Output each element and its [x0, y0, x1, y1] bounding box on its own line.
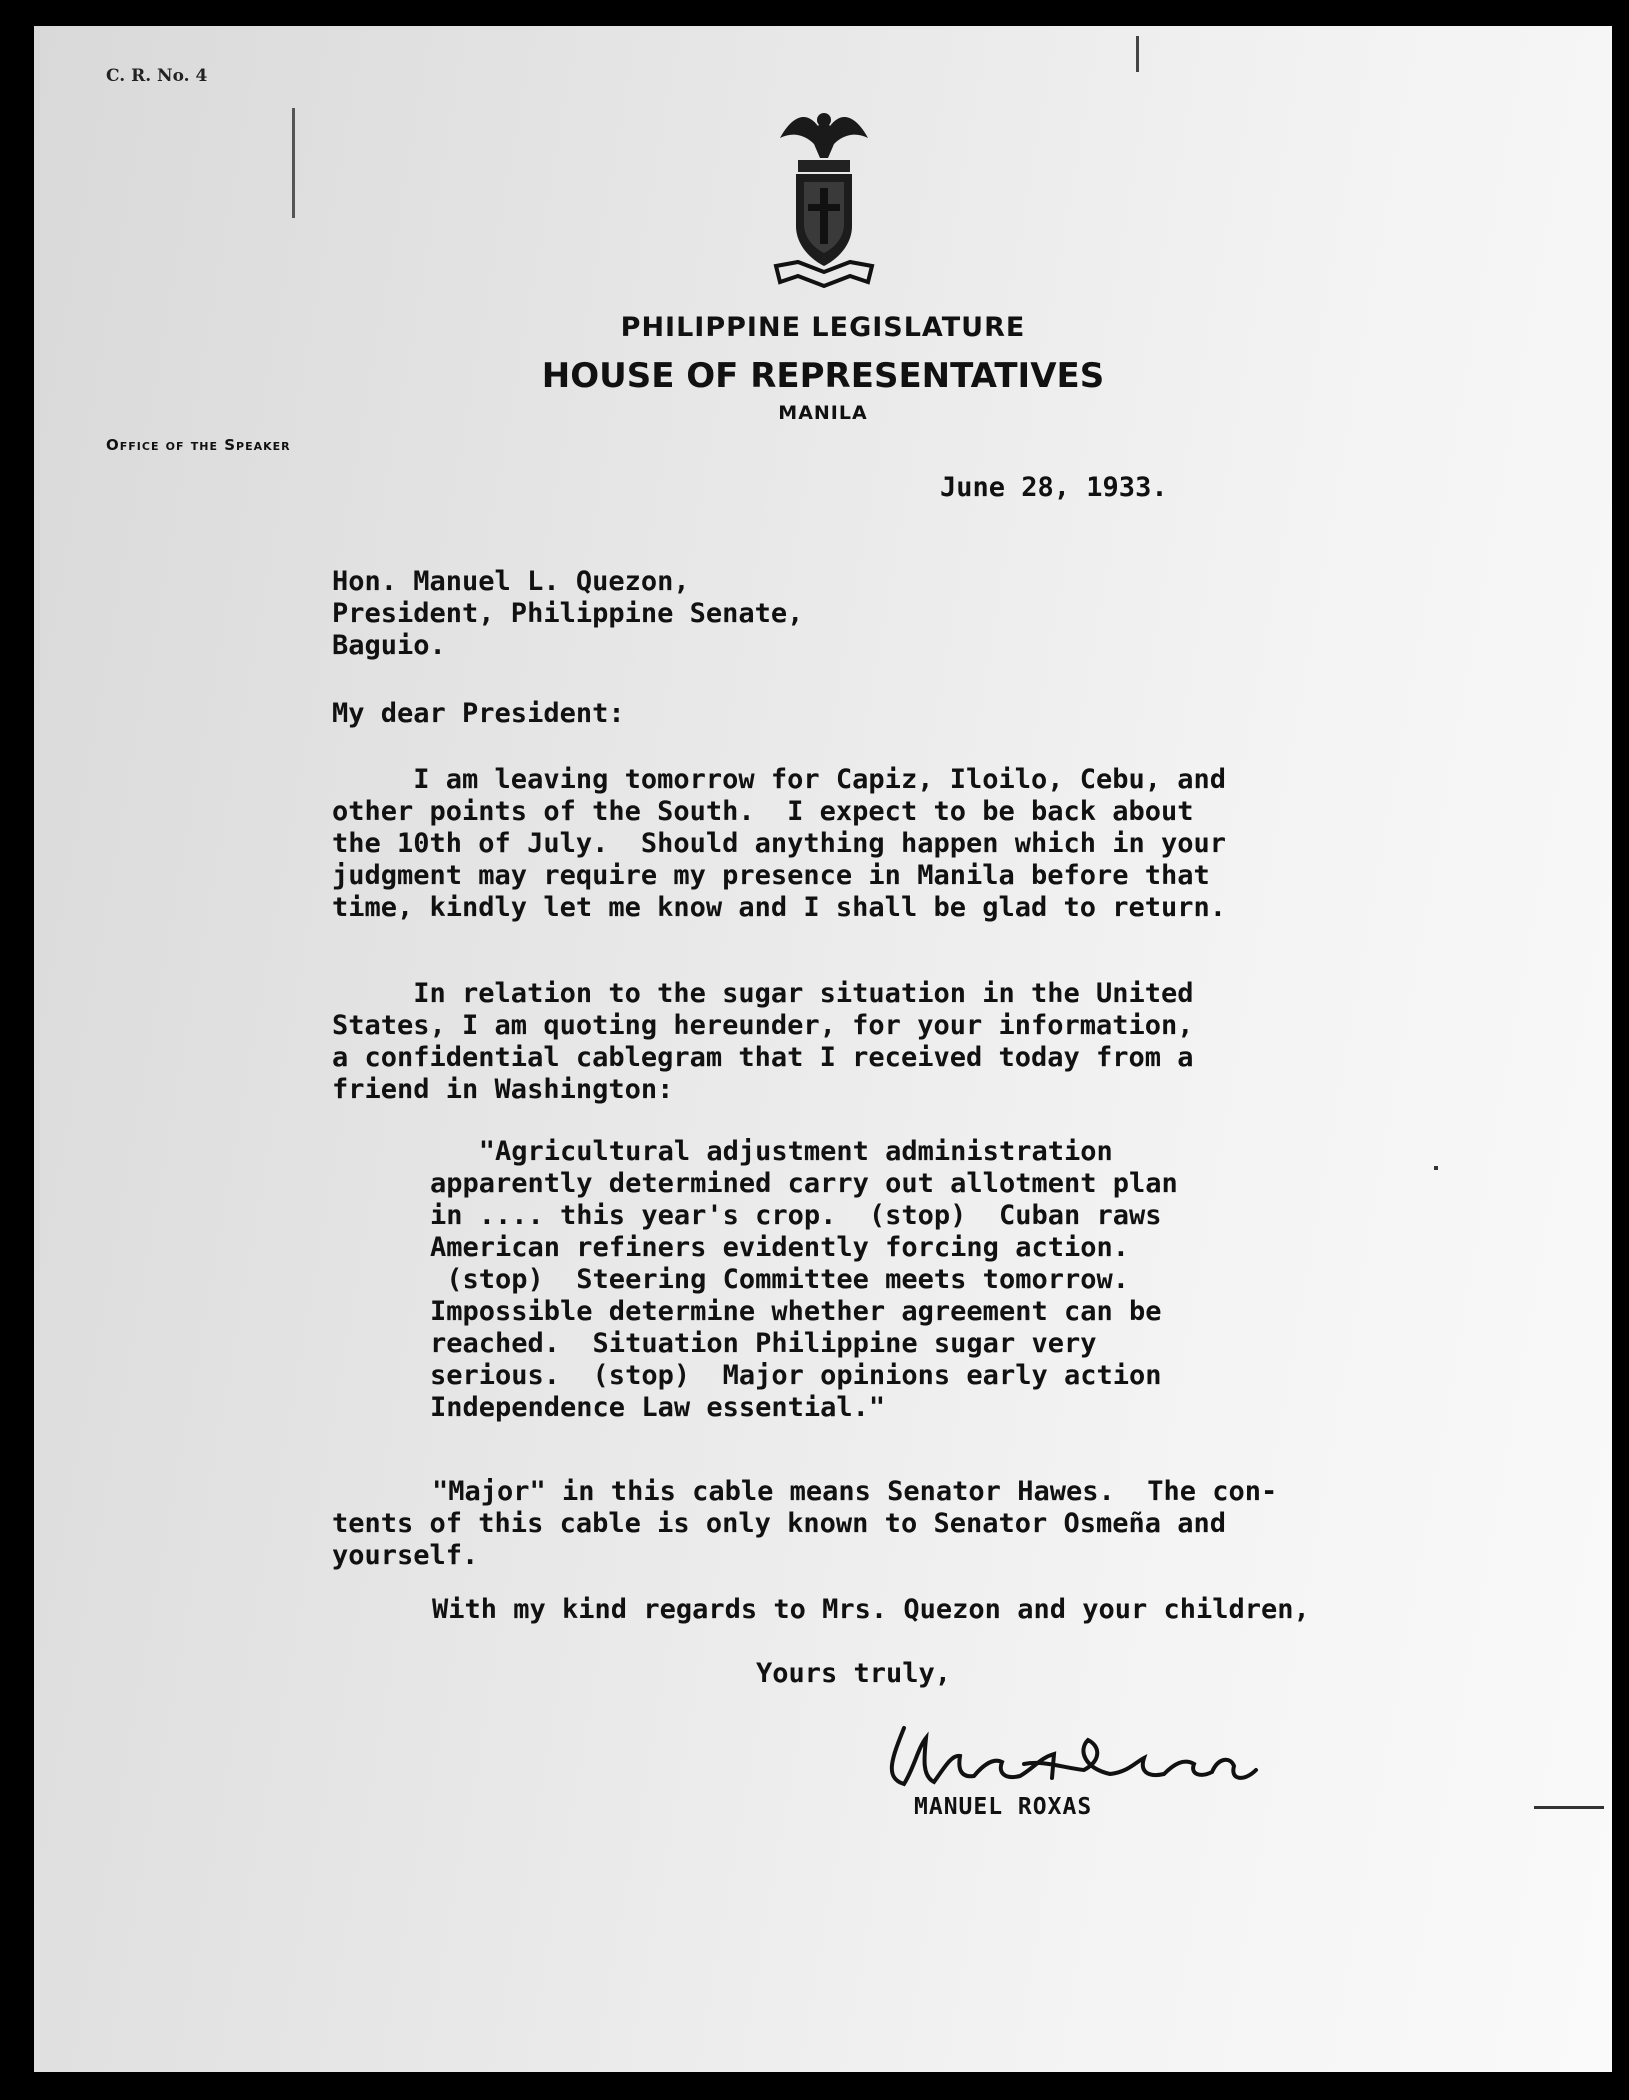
text-line: In relation to the sugar situation in the United — [332, 978, 1194, 1009]
letter-page — [34, 26, 1612, 2072]
text-line: I am leaving tomorrow for Capiz, Iloilo, Cebu, and — [332, 764, 1227, 795]
quote-line: serious. (stop) Major opinions early action — [430, 1360, 1162, 1391]
paragraph-regards — [432, 1594, 1310, 1626]
cablegram-quote — [430, 1136, 1178, 1424]
seal-emblem-icon — [772, 96, 876, 296]
letter-date: June 28, 1933. — [940, 472, 1168, 503]
scan-speck — [1434, 1166, 1438, 1170]
form-number: C. R. No. 4 — [106, 66, 208, 86]
text-line: yourself. — [332, 1540, 479, 1571]
letterhead-house: HOUSE OF REPRESENTATIVES — [541, 356, 1105, 396]
quote-line: (stop) Steering Committee meets tomorrow. — [430, 1264, 1129, 1295]
text-line: tents of this cable is only known to Senator Osmeña and — [332, 1508, 1227, 1539]
address-line: Baguio. — [332, 630, 446, 661]
quote-line: Independence Law essential." — [430, 1392, 886, 1423]
recipient-address — [332, 566, 803, 662]
text-line: judgment may require my presence in Manila before that — [332, 860, 1210, 891]
quote-line: American refiners evidently forcing action. — [430, 1232, 1129, 1263]
quote-line: "Agricultural adjustment administration — [430, 1136, 1113, 1167]
signature — [874, 1698, 1294, 1802]
quote-line: in .... this year's crop. (stop) Cuban raws — [430, 1200, 1162, 1231]
text-line: time, kindly let me know and I shall be glad to return. — [332, 892, 1227, 923]
salutation: My dear President: — [332, 698, 625, 729]
paragraph-travel — [332, 764, 1226, 924]
letterhead-city: MANILA — [778, 402, 868, 424]
quote-line: reached. Situation Philippine sugar very — [430, 1328, 1097, 1359]
closing: Yours truly, — [756, 1658, 952, 1689]
quote-line: Impossible determine whether agreement can be — [430, 1296, 1162, 1327]
paragraph-major — [332, 1476, 1278, 1572]
quote-line: apparently determined carry out allotment plan — [430, 1168, 1178, 1199]
paragraph-sugar — [332, 978, 1194, 1106]
signer-name: MANUEL ROXAS — [914, 1794, 1093, 1820]
scan-speck — [1534, 1806, 1604, 1809]
scan-speck — [1136, 36, 1139, 72]
text-line: a confidential cablegram that I received today from a — [332, 1042, 1194, 1073]
text-line: the 10th of July. Should anything happen which in your — [332, 828, 1227, 859]
text-line: other points of the South. I expect to be back about — [332, 796, 1194, 827]
text-line: friend in Washington: — [332, 1074, 674, 1105]
address-line: President, Philippine Senate, — [332, 598, 804, 629]
office-label: Office of the Speaker — [106, 436, 291, 454]
text-line: States, I am quoting hereunder, for your information, — [332, 1010, 1194, 1041]
scan-speck — [292, 108, 295, 218]
text-line: With my kind regards to Mrs. Quezon and your children, — [432, 1594, 1310, 1625]
letterhead-legislature: PHILIPPINE LEGISLATURE — [620, 312, 1026, 343]
address-line: Hon. Manuel L. Quezon, — [332, 566, 690, 597]
text-line: "Major" in this cable means Senator Hawes. The con- — [432, 1476, 1278, 1507]
